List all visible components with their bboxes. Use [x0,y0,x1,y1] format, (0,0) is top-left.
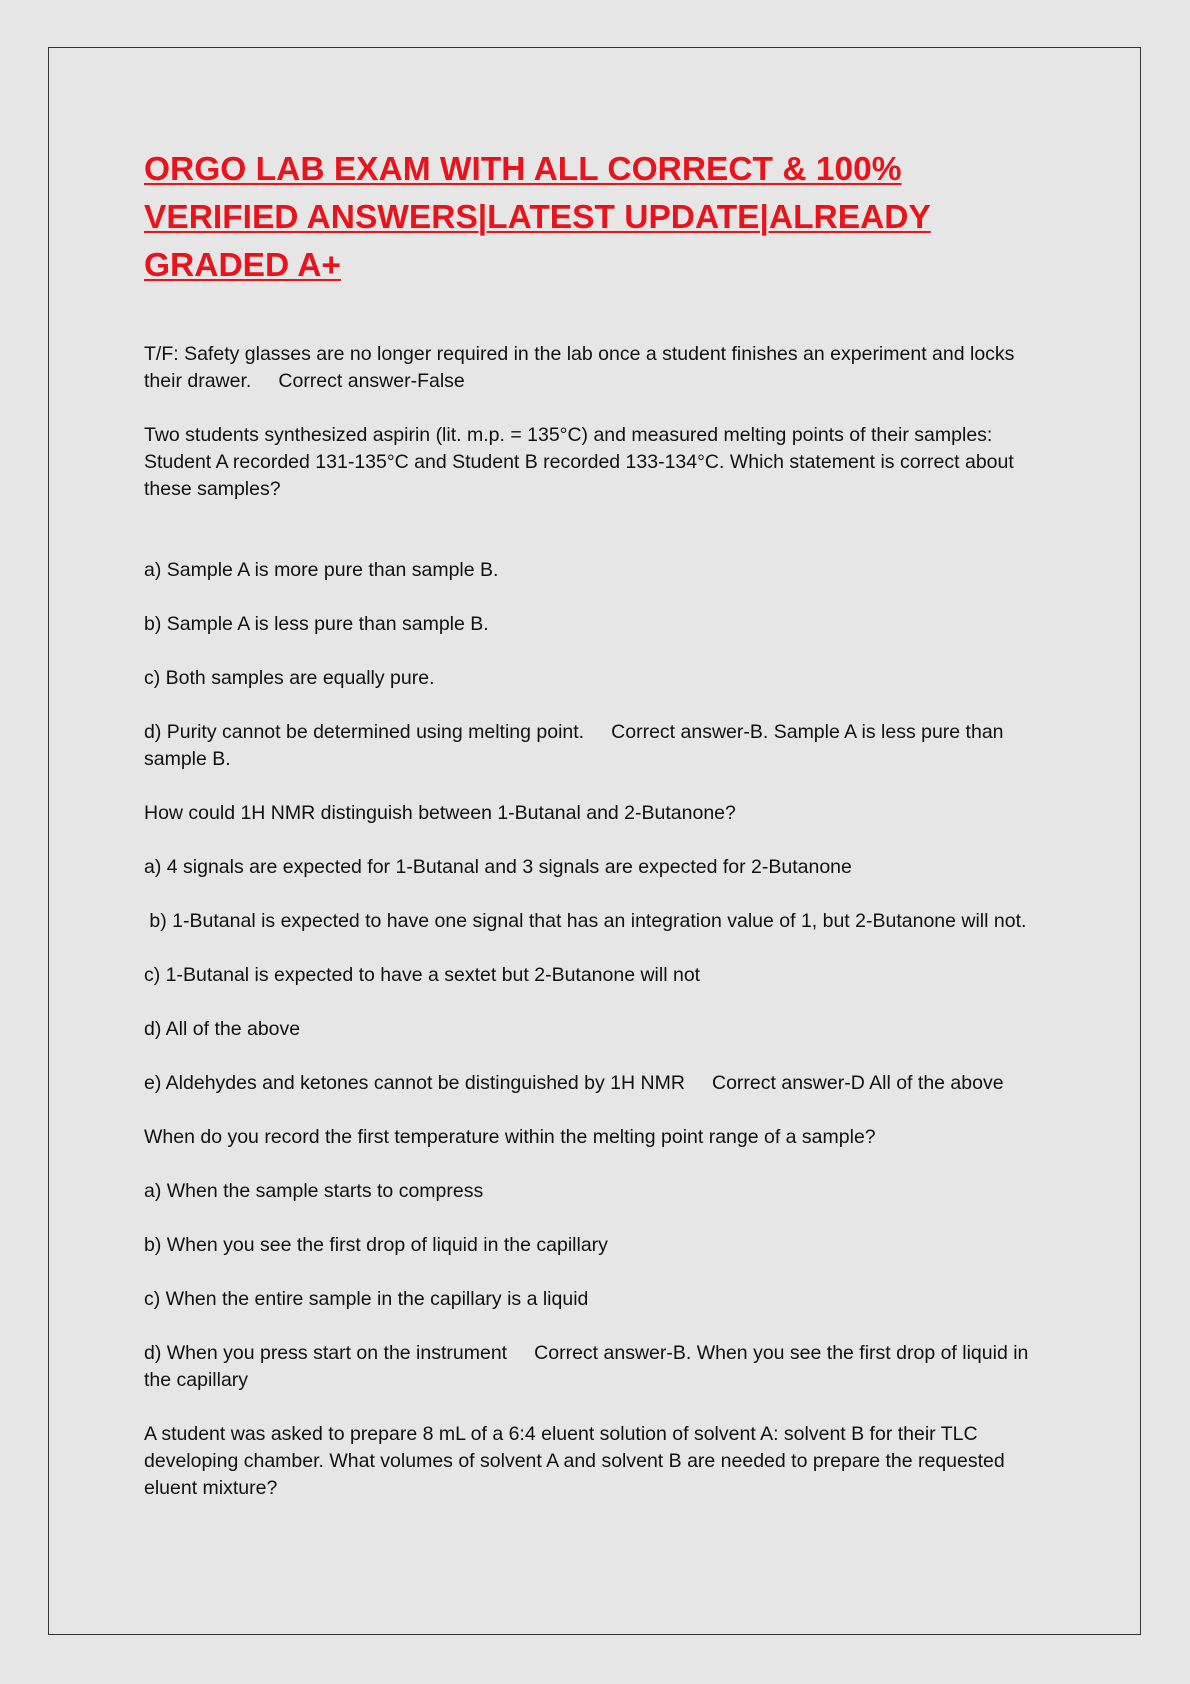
question-aspirin-melting-point: Two students synthesized aspirin (lit. m.p. = 135°C) and measured melting points of their samples: Student A recorded 131-135°C and Student B recorded 133-134°C. Which statement is correct about these samples? [144,424,1020,500]
document-title: ORGO LAB EXAM WITH ALL CORRECT & 100% VERIFIED ANSWERS|LATEST UPDATE|ALREADY GRADED A+ [144,151,931,284]
question-nmr-butanal-butanone: How could 1H NMR distinguish between 1-Butanal and 2-Butanone? [144,802,736,824]
answer-option: a) Sample A is more pure than sample B. [144,559,499,581]
question-melting-point-first-temperature: When do you record the first temperature within the melting point range of a sample? [144,1126,876,1148]
answer-option: a) When the sample starts to compress [144,1180,484,1202]
question-tlc-eluent-volumes: A student was asked to prepare 8 mL of a 6:4 eluent solution of solvent A: solvent B for their TLC developing chamber. What volumes of solvent A and solvent B are needed to prepare the requested eluent mixture? [144,1423,1011,1499]
answer-option: d) All of the above [144,1018,301,1040]
answer-option-with-correct-answer: d) Purity cannot be determined using melting point. Correct answer-B. Sample A is less pure than sample B. [144,721,1009,770]
answer-option: c) 1-Butanal is expected to have a sextet but 2-Butanone will not [144,964,701,986]
answer-option: c) Both samples are equally pure. [144,667,435,689]
answer-option: b) When you see the first drop of liquid in the capillary [144,1234,608,1256]
answer-option-with-correct-answer: e) Aldehydes and ketones cannot be distinguished by 1H NMR Correct answer-D All of the above [144,1072,1004,1094]
question-tf-safety-glasses: T/F: Safety glasses are no longer required in the lab once a student finishes an experiment and locks their drawer. Correct answer-False [144,343,1020,392]
answer-option: a) 4 signals are expected for 1-Butanal and 3 signals are expected for 2-Butanone [144,856,852,878]
document-body [144,341,1044,1529]
answer-option: b) 1-Butanal is expected to have one signal that has an integration value of 1, but 2-Butanone will not. [144,910,1027,932]
answer-option: b) Sample A is less pure than sample B. [144,613,489,635]
answer-option-with-correct-answer: d) When you press start on the instrument Correct answer-B. When you see the first drop of liquid in the capillary [144,1342,1034,1391]
answer-option: c) When the entire sample in the capillary is a liquid [144,1288,589,1310]
